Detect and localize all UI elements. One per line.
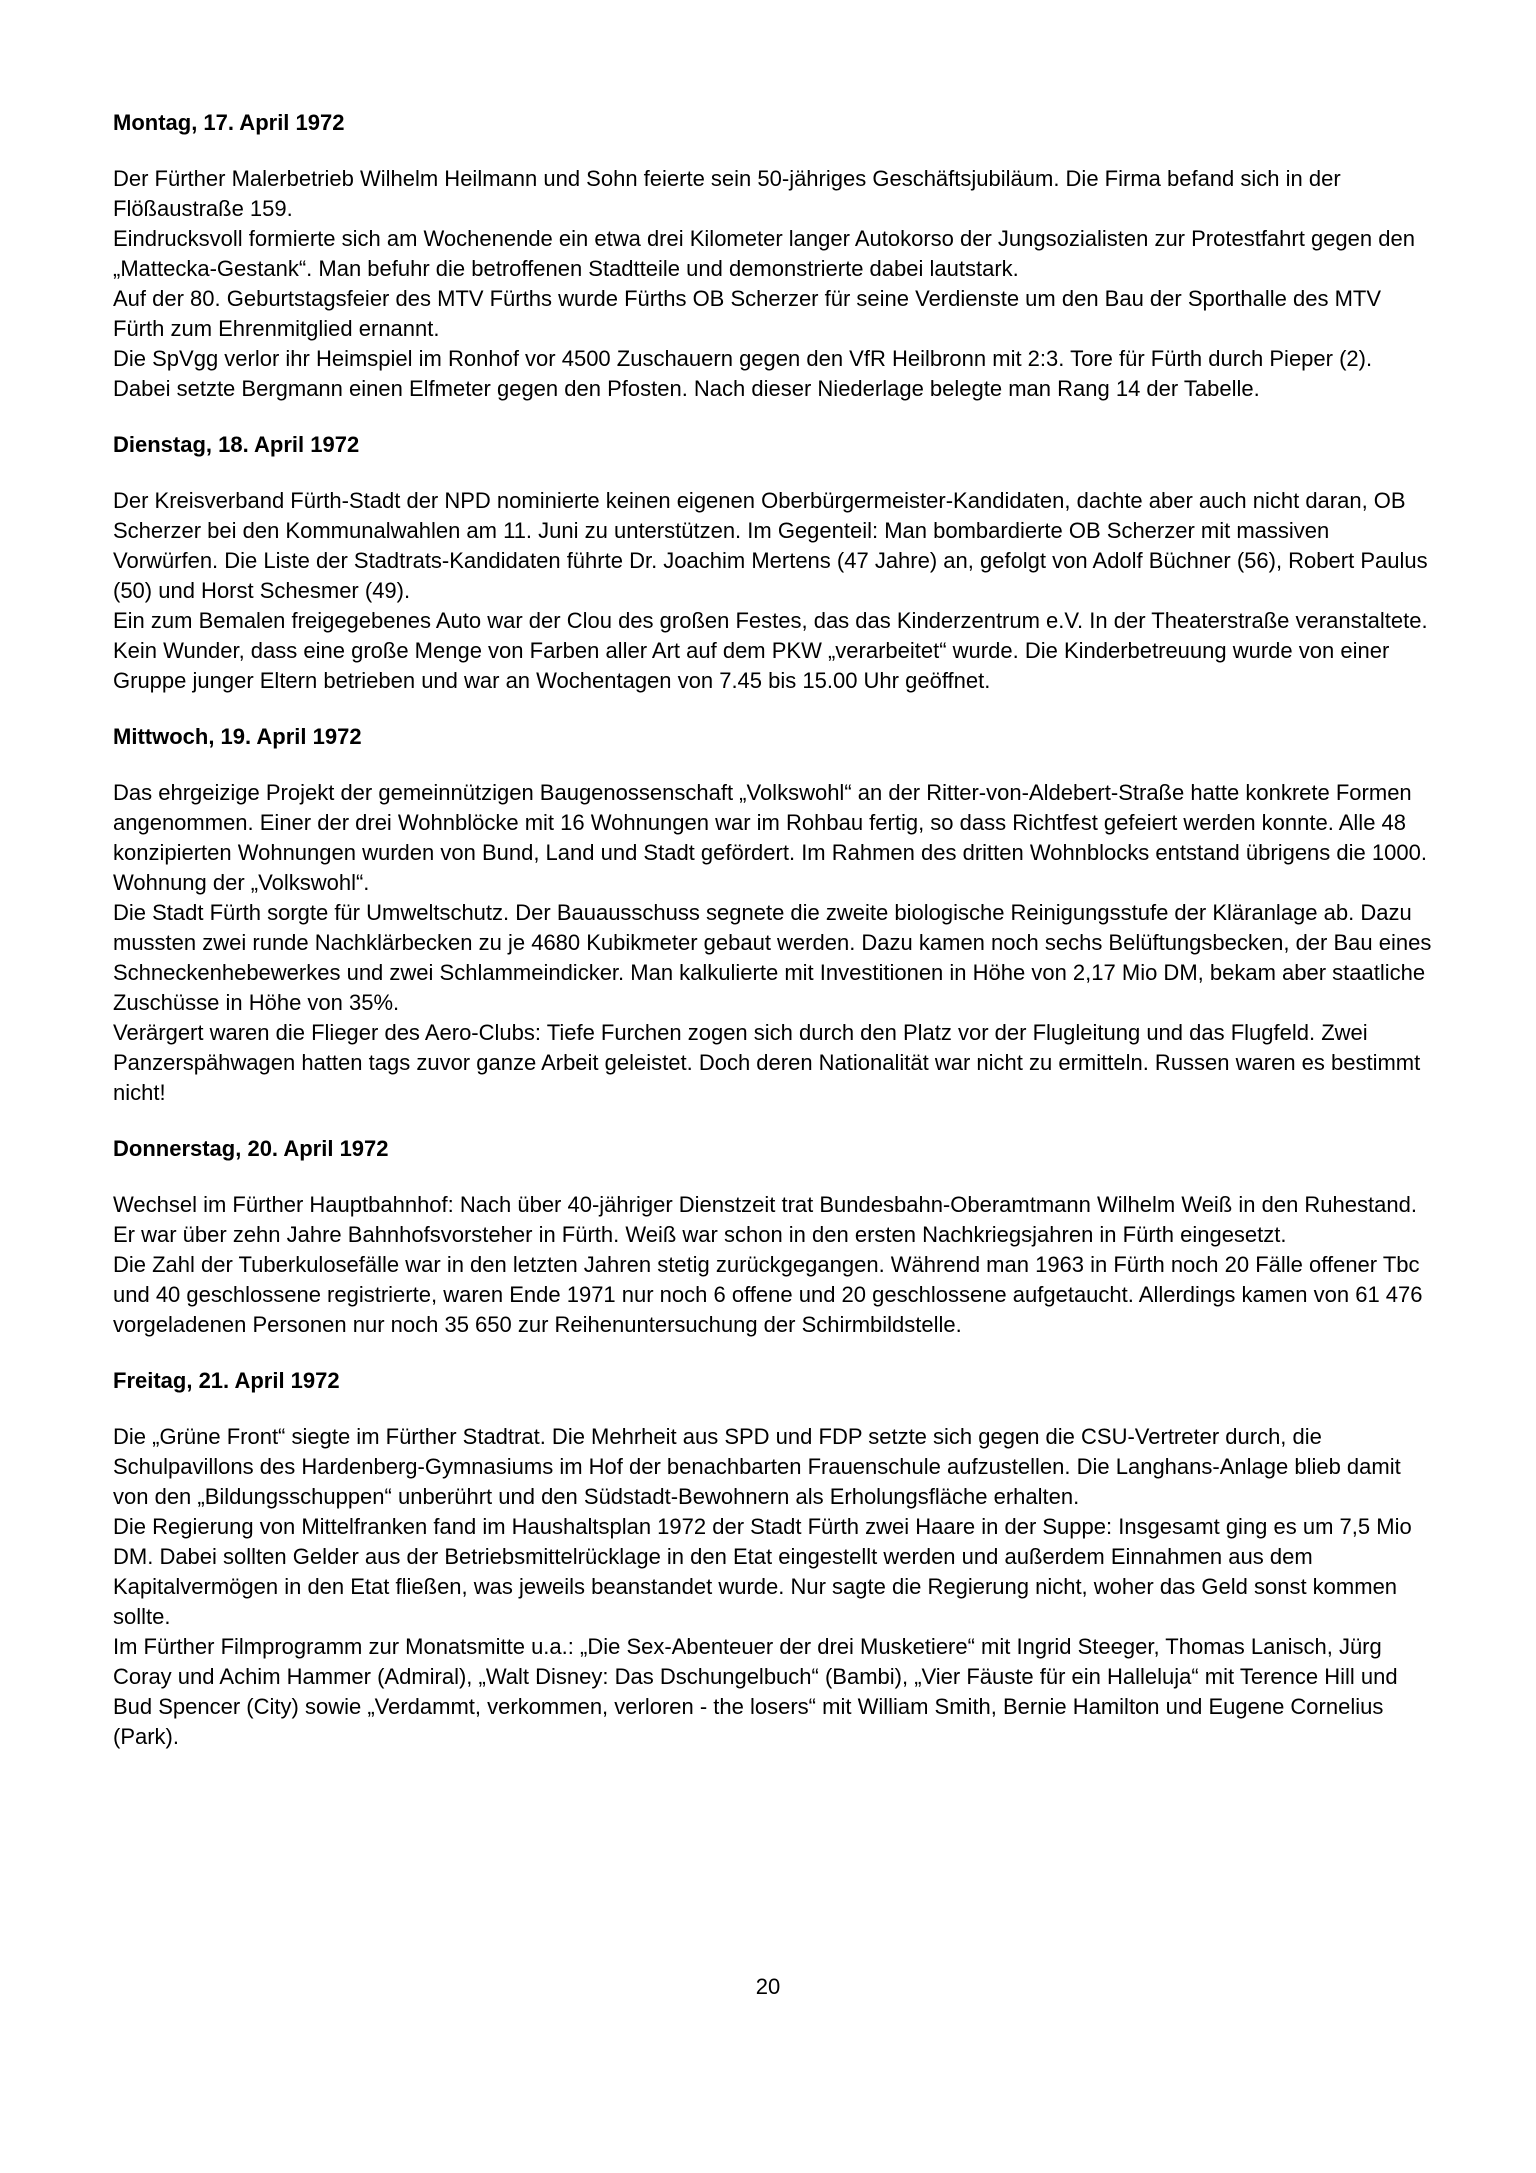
day-heading: Mittwoch, 19. April 1972	[113, 724, 362, 749]
paragraph: Die SpVgg verlor ihr Heimspiel im Ronhof vor 4500 Zuschauern gegen den VfR Heilbronn mit 2:3. Tore für Fürth durch Pieper (2). Dabei setzte Bergmann einen Elfmeter gegen den Pfosten. Nach dieser Niederlage belegte man Rang 14 der Tabelle.	[113, 346, 1373, 401]
day-heading: Donnerstag, 20. April 1972	[113, 1136, 389, 1161]
paragraph: Die „Grüne Front“ siegte im Fürther Stadtrat. Die Mehrheit aus SPD und FDP setzte sich gegen die CSU-Vertreter durch, die Schulpavillons des Hardenberg-Gymnasiums im Hof der benachbarten Frauenschule aufzustellen. Die Langhans-Anlage blieb damit von den „Bildungsschuppen“ unberührt und den Südstadt-Bewohnern als Erholungsfläche erhalten.	[113, 1424, 1401, 1509]
page-number: 20	[755, 1974, 781, 1999]
section-freitag-21-april	[113, 1366, 1435, 1752]
paragraph: Wechsel im Fürther Hauptbahnhof: Nach über 40-jähriger Dienstzeit trat Bundesbahn-Oberamtmann Wilhelm Weiß in den Ruhestand. Er war über zehn Jahre Bahnhofsvorsteher in Fürth. Weiß war schon in den ersten Nachkriegsjahren in Fürth eingesetzt.	[113, 1192, 1417, 1247]
paragraph: Der Fürther Malerbetrieb Wilhelm Heilmann und Sohn feierte sein 50-jähriges Geschäftsjubiläum. Die Firma befand sich in der Flößaustraße 159.	[113, 166, 1341, 221]
document-content	[113, 108, 1435, 1752]
paragraph: Auf der 80. Geburtstagsfeier des MTV Fürths wurde Fürths OB Scherzer für seine Verdienste um den Bau der Sporthalle des MTV Fürth zum Ehrenmitglied ernannt.	[113, 286, 1382, 341]
day-heading: Freitag, 21. April 1972	[113, 1368, 340, 1393]
paragraph: Die Stadt Fürth sorgte für Umweltschutz. Der Bauausschuss segnete die zweite biologische Reinigungsstufe der Kläranlage ab. Dazu mussten zwei runde Nachklärbecken zu je 4680 Kubikmeter gebaut werden. Dazu kamen noch sechs Belüftungsbecken, der Bau eines Schneckenhebewerkes und zwei Schlammeindicker. Man kalkulierte mit Investitionen in Höhe von 2,17 Mio DM, bekam aber staatliche Zuschüsse in Höhe von 35%.	[113, 900, 1432, 1015]
paragraph: Der Kreisverband Fürth-Stadt der NPD nominierte keinen eigenen Oberbürgermeister-Kandidaten, dachte aber auch nicht daran, OB Scherzer bei den Kommunalwahlen am 11. Juni zu unterstützen. Im Gegenteil: Man bombardierte OB Scherzer mit massiven Vorwürfen. Die Liste der Stadtrats-Kandidaten führte Dr. Joachim Mertens (47 Jahre) an, gefolgt von Adolf Büchner (56), Robert Paulus (50) und Horst Schesmer (49).	[113, 488, 1428, 603]
paragraph: Das ehrgeizige Projekt der gemeinnützigen Baugenossenschaft „Volkswohl“ an der Ritter-von-Aldebert-Straße hatte konkrete Formen angenommen. Einer der drei Wohnblöcke mit 16 Wohnungen war im Rohbau fertig, so dass Richtfest gefeiert werden konnte. Alle 48 konzipierten Wohnungen wurden von Bund, Land und Stadt gefördert. Im Rahmen des dritten Wohnblocks entstand übrigens die 1000. Wohnung der „Volkswohl“.	[113, 780, 1427, 895]
day-heading: Dienstag, 18. April 1972	[113, 432, 360, 457]
section-donnerstag-20-april	[113, 1134, 1435, 1340]
day-heading: Montag, 17. April 1972	[113, 110, 345, 135]
section-montag-17-april	[113, 108, 1435, 404]
paragraph: Ein zum Bemalen freigegebenes Auto war der Clou des großen Festes, das das Kinderzentrum e.V. In der Theaterstraße veranstaltete. Kein Wunder, dass eine große Menge von Farben aller Art auf dem PKW „verarbeitet“ wurde. Die Kinderbetreuung wurde von einer Gruppe junger Eltern betrieben und war an Wochentagen von 7.45 bis 15.00 Uhr geöffnet.	[113, 608, 1428, 693]
paragraph: Eindrucksvoll formierte sich am Wochenende ein etwa drei Kilometer langer Autokorso der Jungsozialisten zur Protestfahrt gegen den „Mattecka-Gestank“. Man befuhr die betroffenen Stadtteile und demonstrierte dabei lautstark.	[113, 226, 1415, 281]
paragraph: Im Fürther Filmprogramm zur Monatsmitte u.a.: „Die Sex-Abenteuer der drei Musketiere“ mit Ingrid Steeger, Thomas Lanisch, Jürg Coray und Achim Hammer (Admiral), „Walt Disney: Das Dschungelbuch“ (Bambi), „Vier Fäuste für ein Halleluja“ mit Terence Hill und Bud Spencer (City) sowie „Verdammt, verkommen, verloren - the losers“ mit William Smith, Bernie Hamilton und Eugene Cornelius (Park).	[113, 1634, 1398, 1749]
paragraph: Verärgert waren die Flieger des Aero-Clubs: Tiefe Furchen zogen sich durch den Platz vor der Flugleitung und das Flugfeld. Zwei Panzerspähwagen hatten tags zuvor ganze Arbeit geleistet. Doch deren Nationalität war nicht zu ermitteln. Russen waren es bestimmt nicht!	[113, 1020, 1421, 1105]
section-dienstag-18-april	[113, 430, 1435, 696]
section-mittwoch-19-april	[113, 722, 1435, 1108]
paragraph: Die Zahl der Tuberkulosefälle war in den letzten Jahren stetig zurückgegangen. Während man 1963 in Fürth noch 20 Fälle offener Tbc und 40 geschlossene registrierte, waren Ende 1971 nur noch 6 offene und 20 geschlossene aufgetaucht. Allerdings kamen von 61 476 vorgeladenen Personen nur noch 35 650 zur Reihenuntersuchung der Schirmbildstelle.	[113, 1252, 1423, 1337]
paragraph: Die Regierung von Mittelfranken fand im Haushaltsplan 1972 der Stadt Fürth zwei Haare in der Suppe: Insgesamt ging es um 7,5 Mio DM. Dabei sollten Gelder aus der Betriebsmittelrücklage in den Etat eingestellt werden und außerdem Einnahmen aus dem Kapitalvermögen in den Etat fließen, was jeweils beanstandet wurde. Nur sagte die Regierung nicht, woher das Geld sonst kommen sollte.	[113, 1514, 1412, 1629]
